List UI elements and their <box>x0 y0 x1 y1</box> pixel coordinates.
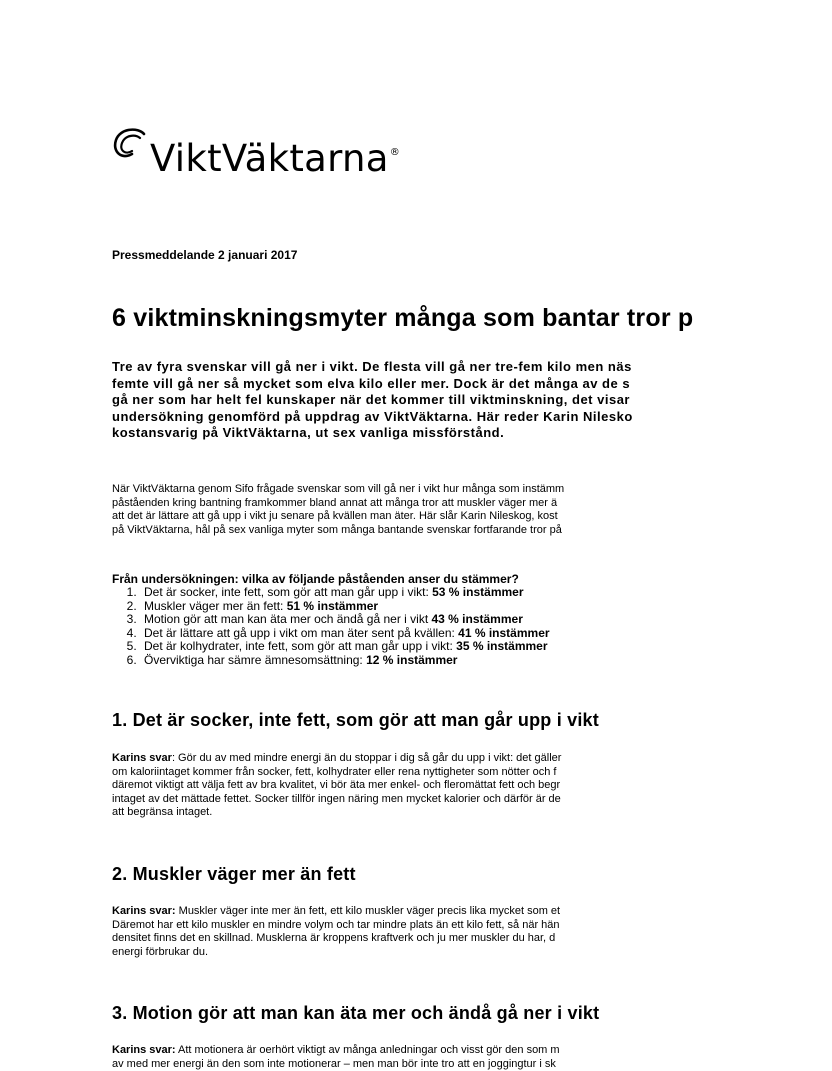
intro-paragraph <box>112 483 564 537</box>
lead-line: Tre av fyra svenskar vill gå ner i vikt. De flesta vill gå ner tre-fem kilo men näs <box>112 359 632 374</box>
survey-item-result: 35 % instämmer <box>456 639 548 654</box>
page-title: 6 viktminskningsmyter många som bantar tror p <box>112 304 694 332</box>
list-item <box>140 640 780 654</box>
paragraph-line: Muskler väger inte mer än fett, ett kilo muskler väger precis lika mycket som et <box>175 905 561 917</box>
section-heading-3: 3. Motion gör att man kan äta mer och ändå gå ner i vikt <box>112 1003 600 1023</box>
paragraph-line: Att motionera är oerhört viktigt av många anledningar och visst gör den som m <box>175 1044 560 1056</box>
survey-question: Från undersökningen: vilka av följande påståenden anser du stämmer? <box>112 572 519 586</box>
survey-item-text: Muskler väger mer än fett: <box>144 598 287 613</box>
viktvaktarna-logo <box>116 137 401 180</box>
survey-item-result: 53 % instämmer <box>432 585 524 599</box>
survey-item-text: Det är lättare att gå upp i vikt om man äter sent på kvällen: <box>144 625 459 640</box>
lead-line: gå ner som har helt fel kunskaper när det kommer till viktminskning, det visar <box>112 392 630 408</box>
dateline: Pressmeddelande 2 januari 2017 <box>112 248 298 262</box>
survey-item-text: Det är kolhydrater, inte fett, som gör att man går upp i vikt: <box>144 639 457 654</box>
paragraph-line: Däremot har ett kilo muskler en mindre volym och tar mindre plats än ett kilo fett, så när hän <box>112 918 560 931</box>
paragraph-line: energi förbrukar du. <box>112 945 208 958</box>
section-heading-1: 1. Det är socker, inte fett, som gör att man går upp i vikt <box>112 710 599 730</box>
intro-line: När ViktVäktarna genom Sifo frågade svenskar som vill gå ner i vikt hur många som instämm <box>112 483 565 495</box>
paragraph-line: av med mer energi än den som inte motionerar – men man bör inte tro att en joggingtur i sk <box>112 1057 556 1070</box>
intro-line: påståenden kring bantning framkommer bland annat att många tror att muskler väger mer ä <box>112 496 558 509</box>
survey-item-text: Motion gör att man kan äta mer och ändå gå ner i vikt <box>144 612 432 627</box>
lead-line: femte vill gå ner så mycket som elva kilo eller mer. Dock är det många av de s <box>112 375 631 391</box>
intro-line: att det är lättare att gå upp i vikt ju senare på kvällen man äter. Här slår Karin Nileskog, kost <box>112 510 558 523</box>
section-1-paragraph <box>112 752 561 820</box>
survey-item-result: 41 % instämmer <box>458 625 550 640</box>
survey-item-text: Överviktiga har sämre ämnesomsättning: <box>144 652 367 667</box>
paragraph-line: att begränsa intaget. <box>112 806 213 819</box>
survey-item-result: 43 % instämmer <box>431 612 523 627</box>
list-item <box>140 654 780 668</box>
list-item <box>140 586 780 600</box>
lead-line: kostansvarig på ViktVäktarna, ut sex vanliga missförstånd. <box>112 425 505 441</box>
paragraph-line: om kaloriintaget kommer från socker, fett, kolhydrater eller rena nyttigheter som nötter och f <box>112 765 557 778</box>
lead-paragraph <box>112 359 832 442</box>
paragraph-line: däremot viktigt att välja fett av bra kvalitet, vi bör äta mer enkel- och fleromättat fett och begr <box>112 779 561 792</box>
list-item <box>140 613 780 627</box>
lead-line: undersökning genomförd på uppdrag av ViktVäktarna. Här reder Karin Nilesko <box>112 408 633 424</box>
list-item <box>140 627 780 641</box>
intro-line: på ViktVäktarna, hål på sex vanliga myter som många bantande svenskar fortfarande tror på <box>112 523 562 536</box>
answer-label: Karins svar: <box>112 905 176 917</box>
survey-item-result: 51 % instämmer <box>286 598 379 613</box>
answer-label: Karins svar <box>112 752 172 764</box>
survey-results-list <box>112 586 780 668</box>
survey-item-text: Det är socker, inte fett, som gör att man går upp i vikt: <box>144 585 433 599</box>
list-item <box>140 600 780 614</box>
paragraph-line: intaget av det mättade fettet. Socker tillför ingen näring men mycket kalorier och därför är de <box>112 792 561 805</box>
logo-registered-mark: ® <box>389 147 401 158</box>
logo-wordmark: ViktVäktarna <box>150 137 389 180</box>
survey-item-result: 12 % instämmer <box>366 652 458 667</box>
section-heading-2: 2. Muskler väger mer än fett <box>112 864 356 884</box>
section-2-paragraph <box>112 905 560 959</box>
paragraph-line: densitet finns det en skillnad. Musklerna är kroppens kraftverk och ju mer muskler du har, d <box>112 932 556 945</box>
section-3-paragraph <box>112 1044 560 1071</box>
paragraph-line: : Gör du av med mindre energi än du stoppar i dig så går du upp i vikt: det gäller <box>171 752 562 764</box>
answer-label: Karins svar: <box>112 1044 176 1056</box>
